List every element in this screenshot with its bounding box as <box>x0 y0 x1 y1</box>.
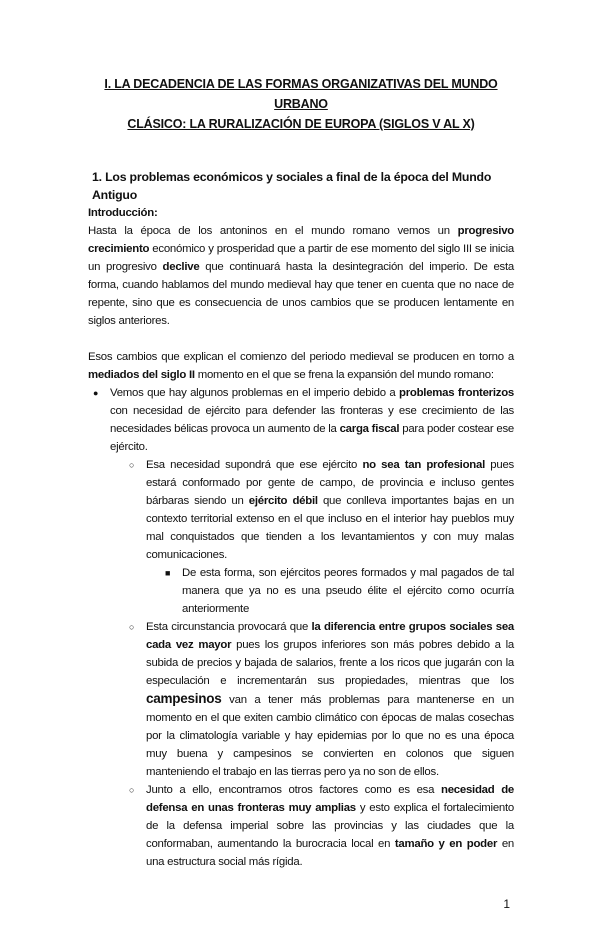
list-item-level-2 <box>129 456 515 564</box>
bullet-circle-icon: ○ <box>129 622 135 632</box>
bullet-square-icon: ■ <box>165 568 171 578</box>
text: pues los grupos inferiores son más pobres debido a la subida de precios y bajada de salarios, frente a los ricos que jugarán con la especulación e incrementarán sus propiedades, mientras que los <box>146 639 514 687</box>
bullet-disc-icon: ● <box>93 388 99 398</box>
text: para poder costear ese ejército. <box>110 423 514 453</box>
bold-text: no sea tan profesional <box>362 459 485 471</box>
text: Esa necesidad supondrá que ese ejército <box>146 459 363 471</box>
text: Esos cambios que explican el comienzo del periodo medieval se producen en torno a <box>88 351 514 363</box>
text: Hasta la época de los antoninos en el mundo romano vemos un <box>88 225 458 237</box>
bold-text: declive <box>162 261 200 273</box>
bold-text: tamaño y en poder <box>394 838 498 850</box>
bold-text: ejército débil <box>248 495 318 507</box>
bold-text: progresivo crecimiento <box>88 225 514 255</box>
text: en una estructura social más rígida. <box>146 838 514 868</box>
bold-text: la diferencia entre grupos sociales sea cada vez mayor <box>146 621 514 651</box>
text: De esta forma, son ejércitos peores formados y mal pagados de tal manera que ya no es una pseudo élite el ejército como ocurría anteriormente <box>182 567 514 615</box>
document-title <box>88 74 514 134</box>
bold-text: Introducción: <box>88 207 158 219</box>
text: y esto explica el fortalecimiento de la defensa imperial sobre las provincias y las ciudades que la conformaban, aumentando la burocracia local en <box>146 802 514 850</box>
text: pues estará conformado por gente de campo, de provincia e incluso gentes bárbaras siendo un <box>146 459 514 507</box>
bold-text: carga fiscal <box>339 423 400 435</box>
bold-text: problemas fronterizos <box>398 387 514 399</box>
text: Junto a ello, encontramos otros factores como es esa <box>146 784 441 796</box>
title-line-1: I. LA DECADENCIA DE LAS FORMAS ORGANIZATIVAS DEL MUNDO URBANO <box>104 77 498 111</box>
bold-text: mediados del siglo II <box>88 369 195 381</box>
text: económico y prosperidad que a partir de ese momento del siglo III se inicia un progresivo <box>88 243 514 273</box>
list-item-level-3 <box>165 564 514 618</box>
paragraph <box>88 348 514 384</box>
document-body <box>88 204 514 871</box>
text: que continuará hasta la desintegración del imperio. De esta forma, cuando hablamos del mundo medieval hay que tener en cuenta que no nace de repente, sino que es consecuencia de unos cambios que se producen lentamente en siglos anteriores. <box>88 261 514 327</box>
page-number: 1 <box>503 897 510 911</box>
bold-text: campesinos <box>146 691 222 706</box>
bold-text: necesidad de defensa en unas fronteras muy amplias <box>146 784 515 814</box>
document-page <box>88 0 514 943</box>
paragraph <box>88 204 514 222</box>
title-line-2: CLÁSICO: LA RURALIZACIÓN DE EUROPA (SIGLOS V AL X) <box>127 117 475 131</box>
bullet-circle-icon: ○ <box>129 785 135 795</box>
text: Vemos que hay algunos problemas en el imperio debido a <box>110 387 399 399</box>
list-item-level-1 <box>93 384 514 456</box>
text: momento en el que se frena la expansión del mundo romano: <box>194 369 494 381</box>
text: con necesidad de ejército para defender las fronteras y ese crecimiento de las necesidades bélicas provoca un aumento de la <box>110 405 514 435</box>
text: que conlleva importantes bajas en un contexto territorial extenso en el que incluso en el interior hay pueblos muy mal conquistados que tienden a los levantamientos y con muy malas comunicaciones. <box>146 495 515 561</box>
bullet-circle-icon: ○ <box>129 460 135 470</box>
list-item-level-2 <box>129 781 515 871</box>
text: van a tener más problemas para mantenerse en un momento en el que exiten cambio climático con épocas de malas cosechas por la climatología variable y hay epidemias por lo que no es una época muy buena y campesinos se convierten en colonos que siguen manteniendo el trabajo en las tierras pero ya no son de ellos. <box>146 694 514 778</box>
list-item-level-2 <box>129 618 514 781</box>
section-heading: 1. Los problemas económicos y sociales a final de la época del Mundo Antiguo <box>92 170 492 202</box>
paragraph <box>88 222 514 330</box>
text: Esta circunstancia provocará que <box>146 621 312 633</box>
